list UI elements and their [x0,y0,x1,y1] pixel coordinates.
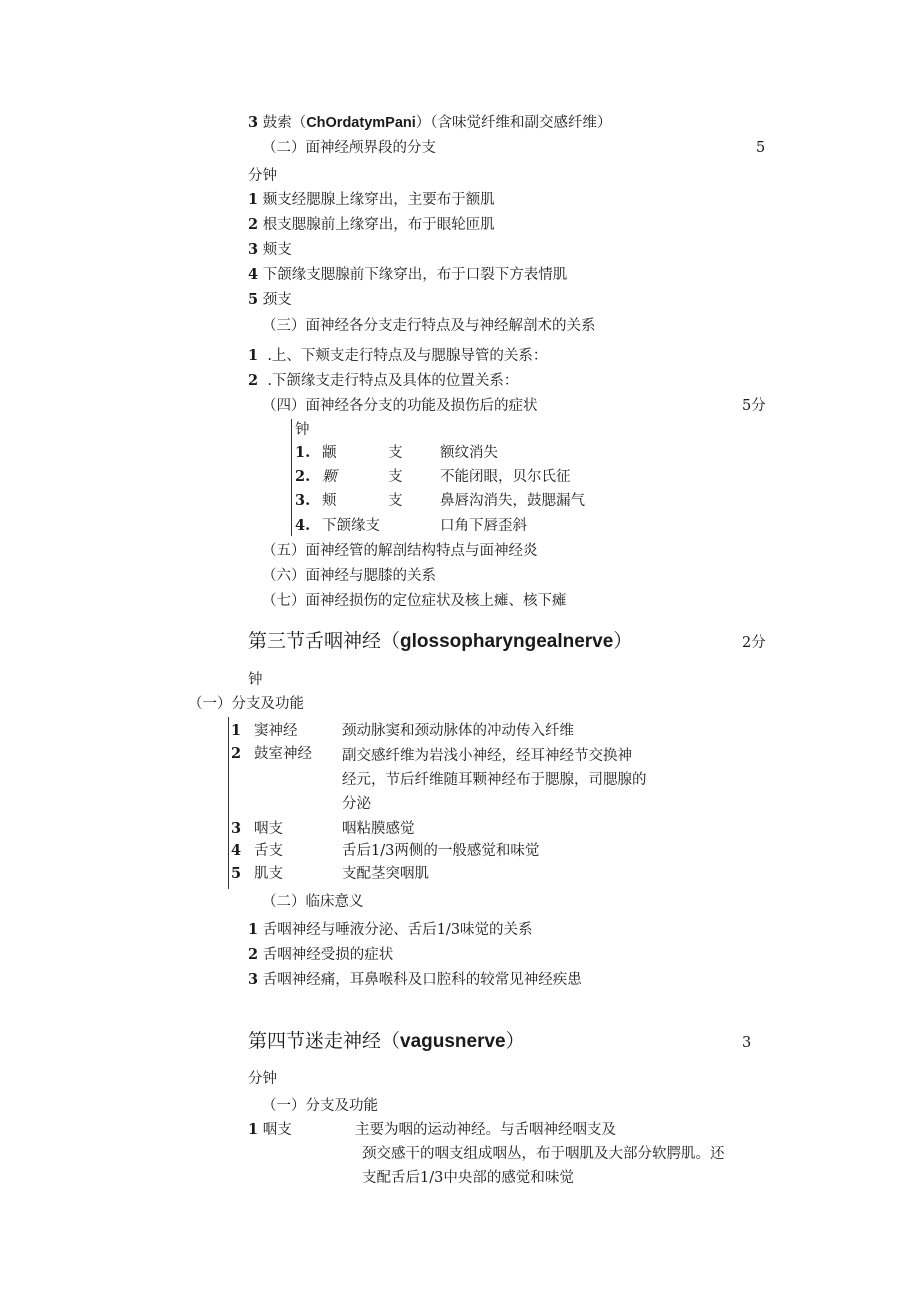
sub7-title: （七）面神经损伤的定位症状及核上瘫、核下瘫 [262,593,567,609]
symptom-text: 额纹消失 [440,445,498,461]
branch-name: 颗 [322,469,337,485]
branch-zhi: 支 [388,445,403,461]
branch-desc: 经元，节后纤维随耳颗神经布于腮腺，司腮腺的 [342,772,647,788]
list-item: 3 舌咽神经痛，耳鼻喉科及口腔科的较常见神经疾患 [248,971,582,988]
branch-desc: 支配舌后1/3中央部的感觉和味觉 [362,1170,574,1186]
list-item: 2 .下颌缘支走行特点及具体的位置关系： [248,372,519,389]
row-number: 2. [295,468,311,485]
row-number: 4. [295,517,311,534]
list-item: 3 颊支 [248,241,292,258]
branch-name: 窦神经 [254,723,298,739]
row-number: 2 [231,745,242,762]
section4-time-b: 分钟 [248,1071,277,1087]
branch-desc: 主要为咽的运动神经。与舌咽神经咽支及 [355,1122,616,1138]
row-number: 1. [295,444,311,461]
sub4-title: （四）面神经各分支的功能及损伤后的症状 [262,398,538,414]
list-item: 1 .上、下颊支走行特点及与腮腺导管的关系： [248,347,548,364]
sub2-title: （二）面神经颅界段的分支 [262,140,436,156]
list-item: 2 舌咽神经受损的症状 [248,946,394,963]
row-number: 1 [231,722,242,739]
branch-name: 肌支 [254,866,283,882]
list-item: 2 根支腮腺前上缘穿出，布于眼轮匝肌 [248,216,495,233]
branch-desc: 支配茎突咽肌 [342,866,429,882]
branch-desc: 咽粘膜感觉 [342,821,415,837]
symptom-text: 不能闭眼，贝尔氏征 [440,469,571,485]
sub3-title: （三）面神经各分支走行特点及与神经解剖术的关系 [262,318,596,334]
s3-sub1-title: （一）分支及功能 [188,696,304,712]
s4-sub1-title: （一）分支及功能 [262,1098,378,1114]
row-number: 5 [231,865,242,882]
section4-heading: 第四节迷走神经（vagusnerve） [248,1030,525,1052]
list-item: 4 下颌缘支腮腺前下缘穿出，布于口裂下方表情肌 [248,266,568,283]
chorda-label: 鼓索（ [262,115,307,131]
row-number: 3 [231,820,242,837]
sub2-time-b: 分钟 [248,168,277,184]
chorda-latin: ChOrdatymPani [306,115,416,131]
list-item: 1 咽支 [248,1121,292,1138]
section3-time-b: 钟 [248,672,263,688]
row-number: 3. [295,492,311,509]
sub6-title: （六）面神经与腮膝的关系 [262,568,436,584]
branch-desc: 舌后1/3两侧的一般感觉和味觉 [342,843,540,859]
branch-zhi: 支 [388,493,403,509]
branch-name: 舌支 [254,843,283,859]
sub5-title: （五）面神经管的解剖结构特点与面神经炎 [262,543,538,559]
branch-desc: 颈动脉窦和颈动脉体的冲动传入纤维 [342,723,574,739]
list-item: 1 舌咽神经与唾液分泌、舌后1/3味觉的关系 [248,921,533,938]
branch-name: 鼓室神经 [254,746,312,762]
item-number: 3 [248,114,259,131]
table-rule [228,717,229,889]
row-number: 4 [231,842,242,859]
section3-time-a: 2分 [742,635,766,651]
section4-time-a: 3 [742,1035,752,1051]
chorda-tympani-line [248,113,612,133]
branch-zhi: 支 [388,469,403,485]
sub4-time-b: 钟 [295,422,310,438]
list-item: 1 颞支经腮腺上缘穿出，主要布于额肌 [248,191,495,208]
chorda-note: ）（含味觉纤维和副交感纤维） [415,115,612,131]
sub4-time-a: 5分 [742,398,766,414]
section3-heading: 第三节舌咽神经（glossopharyngealnerve） [248,630,633,652]
branch-name: 颊 [322,493,337,509]
symptom-text: 鼻唇沟消失，鼓腮漏气 [440,493,585,509]
branch-desc: 分泌 [342,796,371,812]
list-item: 5 颈支 [248,291,292,308]
branch-name: 颛 [322,445,337,461]
symptom-text: 口角下唇歪斜 [440,518,527,534]
s3-sub2-title: （二）临床意义 [262,894,364,910]
branch-name: 咽支 [254,821,283,837]
table-rule [291,419,292,536]
sub2-time-a: 5 [756,140,766,156]
branch-name: 下颌缘支 [322,518,380,534]
branch-desc: 副交感纤维为岩浅小神经，经耳神经节交换神 [342,748,632,764]
branch-desc: 颈交感干的咽支组成咽丛，布于咽肌及大部分软腭肌。还 [362,1146,725,1162]
